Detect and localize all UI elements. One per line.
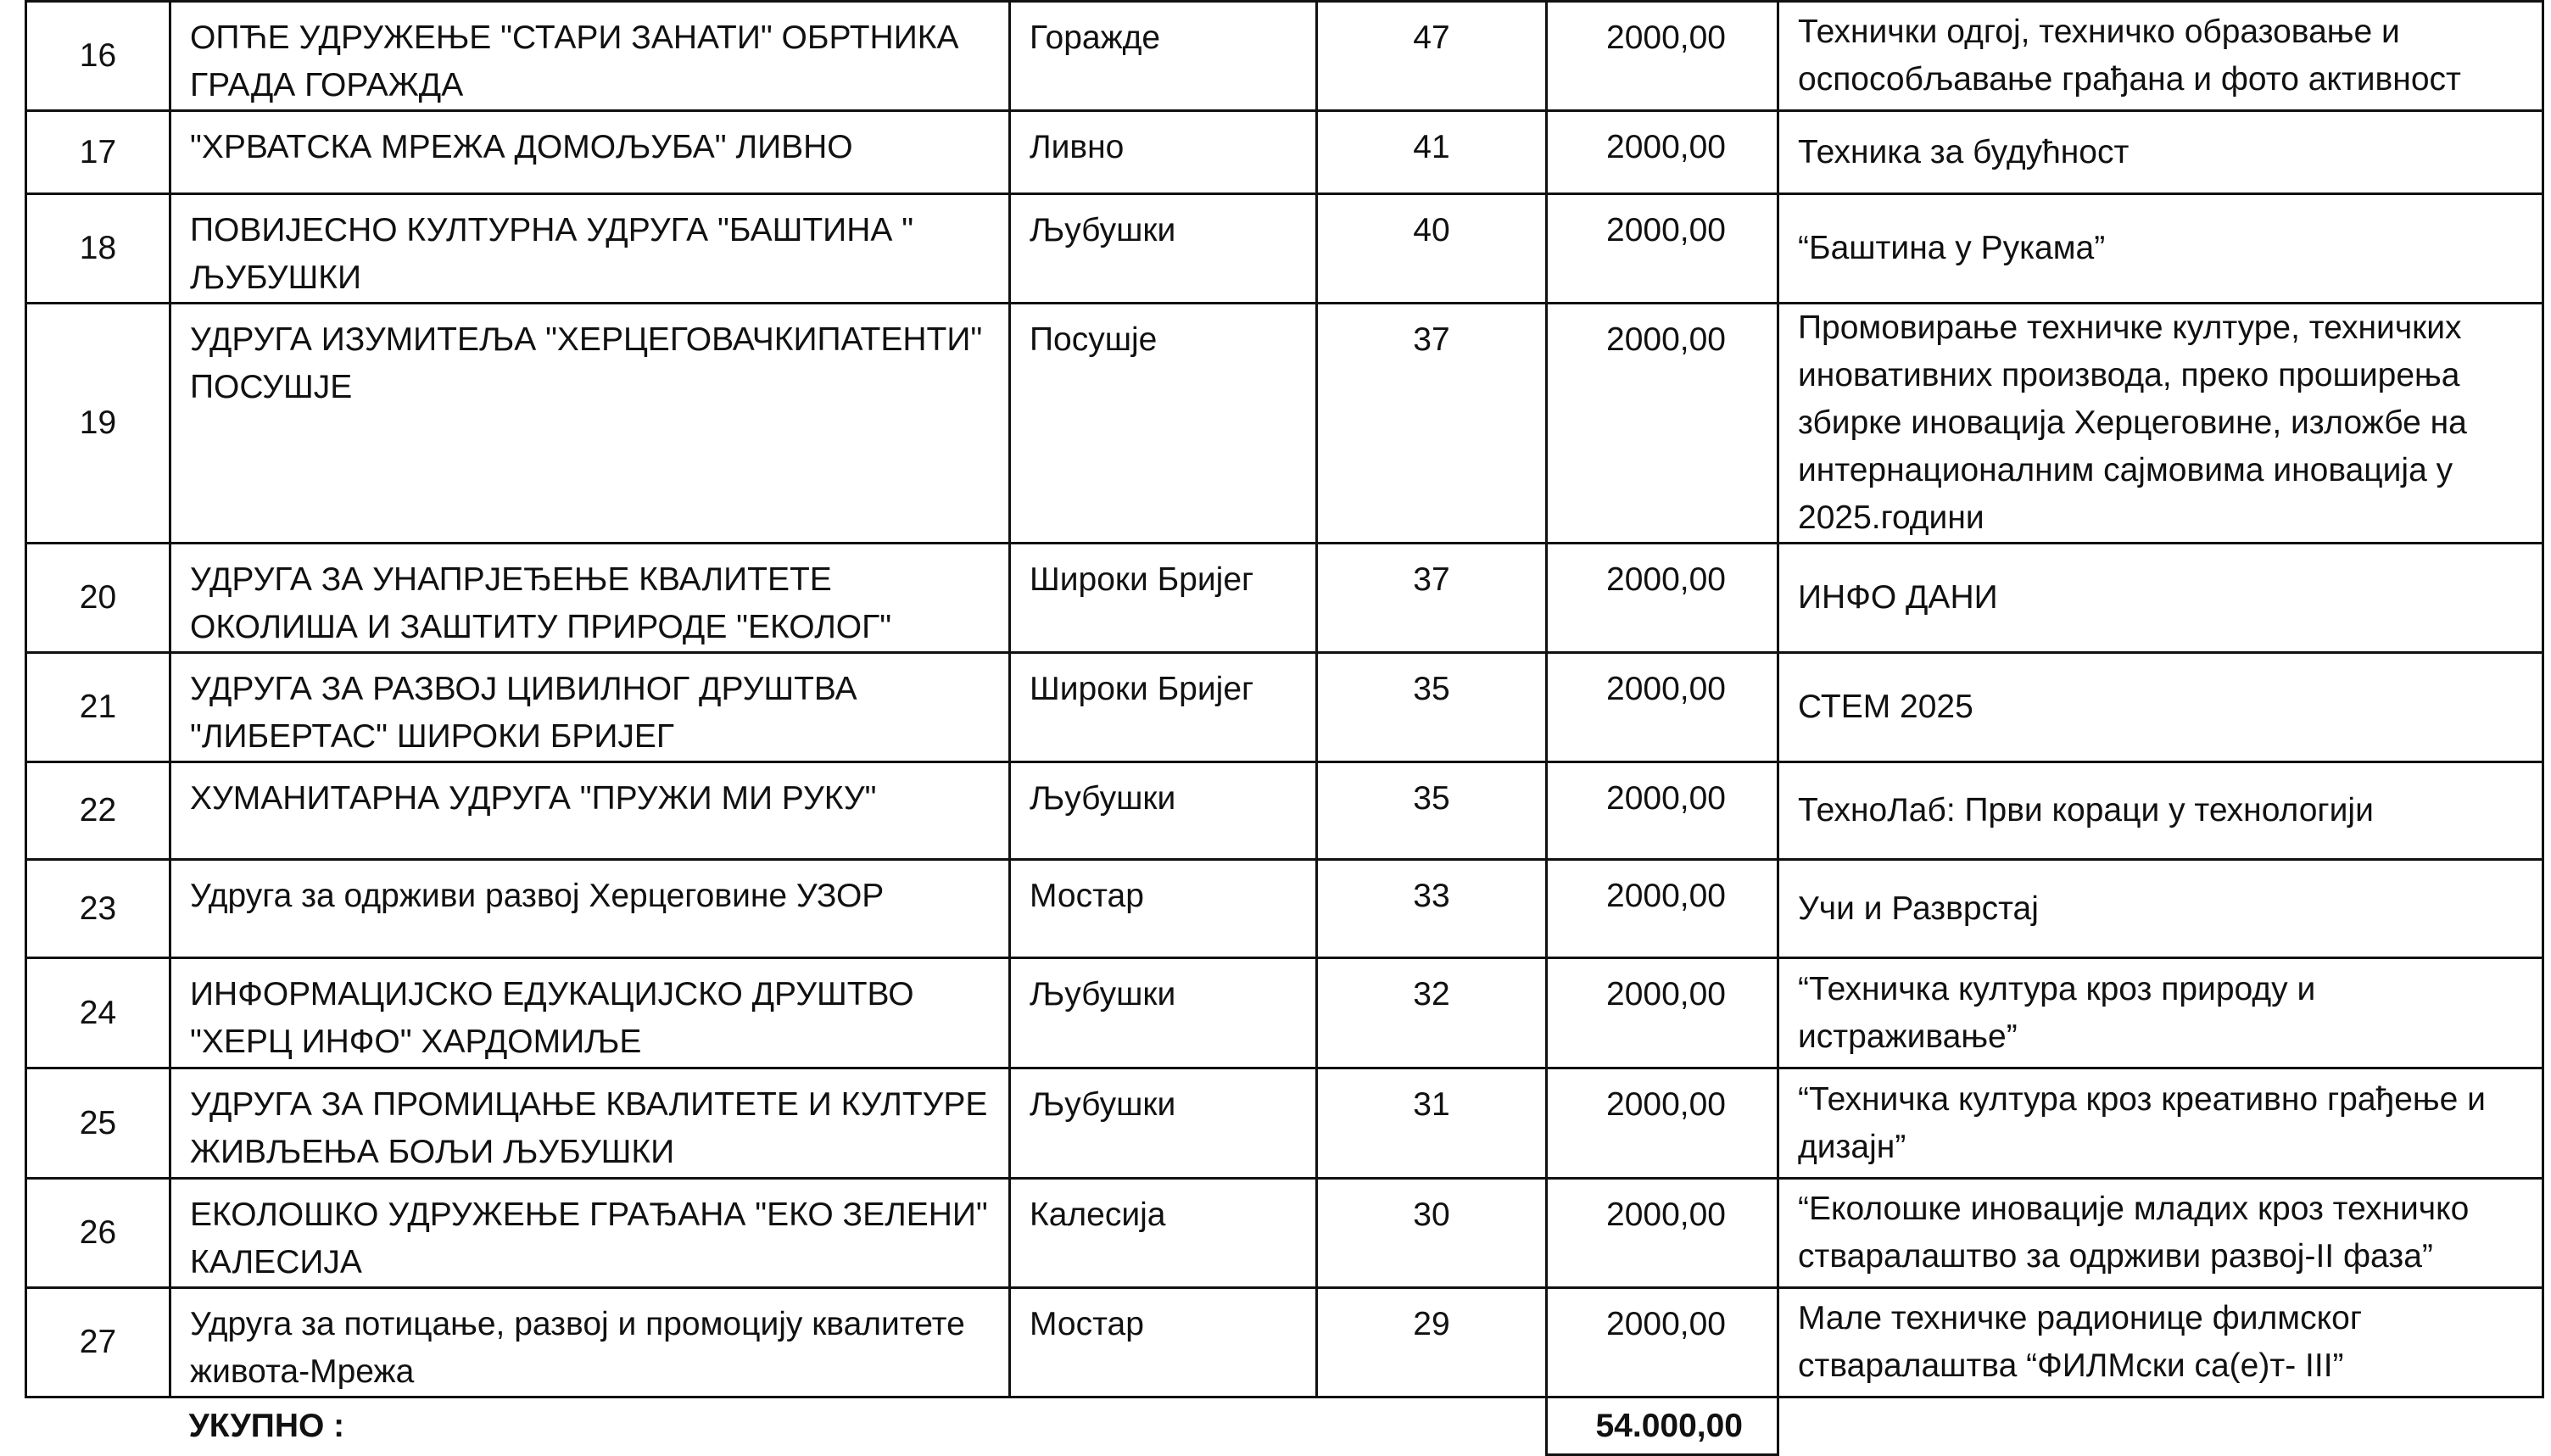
organization-name: ИНФОРМАЦИЈСКО ЕДУКАЦИЈСКО ДРУШТВО "ХЕРЦ ИНФО" ХАРДОМИЉЕ bbox=[170, 958, 1010, 1068]
project-title: Техника за будућност bbox=[1778, 111, 2543, 194]
project-title: Промовирање техничке културе, техничких иновативних производа, преко проширења збирке иновација Херцеговине, изложбе на интернационалним сајмовима иновација у 2025.години bbox=[1778, 304, 2543, 544]
row-number: 19 bbox=[26, 304, 170, 544]
project-title: ИНФО ДАНИ bbox=[1778, 544, 2543, 653]
table-row bbox=[26, 194, 2543, 304]
city: Мостар bbox=[1010, 860, 1317, 958]
table-row bbox=[26, 544, 2543, 653]
city: Љубушки bbox=[1010, 1068, 1317, 1179]
city: Калесија bbox=[1010, 1179, 1317, 1288]
row-number: 24 bbox=[26, 958, 170, 1068]
city: Горажде bbox=[1010, 2, 1317, 111]
project-title: Мале техничке радионице филмског стваралаштва “ФИЛМски са(е)т- III” bbox=[1778, 1288, 2543, 1397]
organization-name: ХУМАНИТАРНА УДРУГА "ПРУЖИ МИ РУКУ" bbox=[170, 762, 1010, 860]
row-number: 26 bbox=[26, 1179, 170, 1288]
points: 32 bbox=[1317, 958, 1547, 1068]
city: Посушје bbox=[1010, 304, 1317, 544]
city: Љубушки bbox=[1010, 194, 1317, 304]
table-row bbox=[26, 762, 2543, 860]
points: 37 bbox=[1317, 304, 1547, 544]
row-number: 21 bbox=[26, 653, 170, 762]
amount: 2000,00 bbox=[1547, 762, 1778, 860]
points: 40 bbox=[1317, 194, 1547, 304]
organization-name: ПОВИЈЕСНО КУЛТУРНА УДРУГА "БАШТИНА " ЉУБУШКИ bbox=[170, 194, 1010, 304]
points: 30 bbox=[1317, 1179, 1547, 1288]
amount: 2000,00 bbox=[1547, 2, 1778, 111]
project-title: Учи и Разврстај bbox=[1778, 860, 2543, 958]
amount: 2000,00 bbox=[1547, 194, 1778, 304]
grants-table bbox=[25, 0, 2544, 1456]
project-title: Технички одгој, техничко образовање и оспособљавање грађана и фото активност bbox=[1778, 2, 2543, 111]
points: 35 bbox=[1317, 762, 1547, 860]
total-spacer bbox=[26, 1397, 170, 1455]
organization-name: Удруга за одрживи развој Херцеговине УЗОР bbox=[170, 860, 1010, 958]
total-amount: 54.000,00 bbox=[1547, 1397, 1778, 1455]
amount: 2000,00 bbox=[1547, 958, 1778, 1068]
organization-name: УДРУГА ЗА РАЗВОЈ ЦИВИЛНОГ ДРУШТВА "ЛИБЕРТАС" ШИРОКИ БРИЈЕГ bbox=[170, 653, 1010, 762]
organization-name: ЕКОЛОШКО УДРУЖЕЊЕ ГРАЂАНА "ЕКО ЗЕЛЕНИ" КАЛЕСИЈА bbox=[170, 1179, 1010, 1288]
city: Љубушки bbox=[1010, 958, 1317, 1068]
city: Мостар bbox=[1010, 1288, 1317, 1397]
amount: 2000,00 bbox=[1547, 860, 1778, 958]
table-row bbox=[26, 111, 2543, 194]
table-row bbox=[26, 860, 2543, 958]
table-row bbox=[26, 958, 2543, 1068]
project-title: “Техничка култура кроз природу и истраживање” bbox=[1778, 958, 2543, 1068]
table-row bbox=[26, 1288, 2543, 1397]
amount: 2000,00 bbox=[1547, 1179, 1778, 1288]
points: 33 bbox=[1317, 860, 1547, 958]
document-page bbox=[25, 0, 2542, 1456]
total-label: УКУПНО : bbox=[188, 1408, 345, 1445]
points: 35 bbox=[1317, 653, 1547, 762]
row-number: 25 bbox=[26, 1068, 170, 1179]
organization-name: ОПЋЕ УДРУЖЕЊЕ "СТАРИ ЗАНАТИ" ОБРТНИКА ГРАДА ГОРАЖДА bbox=[170, 2, 1010, 111]
row-number: 17 bbox=[26, 111, 170, 194]
table-row bbox=[26, 2, 2543, 111]
amount: 2000,00 bbox=[1547, 544, 1778, 653]
amount: 2000,00 bbox=[1547, 1288, 1778, 1397]
row-number: 27 bbox=[26, 1288, 170, 1397]
amount: 2000,00 bbox=[1547, 304, 1778, 544]
table-row bbox=[26, 304, 2543, 544]
row-number: 20 bbox=[26, 544, 170, 653]
row-number: 16 bbox=[26, 2, 170, 111]
project-title: ТехноЛаб: Први кораци у технологији bbox=[1778, 762, 2543, 860]
organization-name: УДРУГА ИЗУМИТЕЉА "ХЕРЦЕГОВАЧКИПАТЕНТИ" ПОСУШЈЕ bbox=[170, 304, 1010, 544]
project-title: “Техничка култура кроз креативно грађење и дизајн” bbox=[1778, 1068, 2543, 1179]
organization-name: УДРУГА ЗА УНАПРЈЕЂЕЊЕ КВАЛИТЕТЕ ОКОЛИША И ЗАШТИТУ ПРИРОДЕ "ЕКОЛОГ" bbox=[170, 544, 1010, 653]
table-row bbox=[26, 653, 2543, 762]
points: 41 bbox=[1317, 111, 1547, 194]
total-spacer bbox=[1010, 1397, 1317, 1455]
project-title: “Еколошке иновације младих кроз техничко стваралаштво за одрживи развој-II фаза” bbox=[1778, 1179, 2543, 1288]
organization-name: УДРУГА ЗА ПРОМИЦАЊЕ КВАЛИТЕТЕ И КУЛТУРЕ ЖИВЉЕЊА БОЉИ ЉУБУШКИ bbox=[170, 1068, 1010, 1179]
row-number: 18 bbox=[26, 194, 170, 304]
project-title: “Баштина у Рукама” bbox=[1778, 194, 2543, 304]
city: Љубушки bbox=[1010, 762, 1317, 860]
project-title: СТЕМ 2025 bbox=[1778, 653, 2543, 762]
amount: 2000,00 bbox=[1547, 1068, 1778, 1179]
city: Широки Бријег bbox=[1010, 544, 1317, 653]
row-number: 23 bbox=[26, 860, 170, 958]
city: Широки Бријег bbox=[1010, 653, 1317, 762]
points: 47 bbox=[1317, 2, 1547, 111]
points: 37 bbox=[1317, 544, 1547, 653]
organization-name: "ХРВАТСКА МРЕЖА ДОМОЉУБА" ЛИВНО bbox=[170, 111, 1010, 194]
total-spacer bbox=[1778, 1397, 2543, 1455]
amount: 2000,00 bbox=[1547, 111, 1778, 194]
table-row bbox=[26, 1179, 2543, 1288]
points: 31 bbox=[1317, 1068, 1547, 1179]
row-number: 22 bbox=[26, 762, 170, 860]
total-row bbox=[26, 1397, 2543, 1455]
total-spacer bbox=[1317, 1397, 1547, 1455]
organization-name: Удруга за потицање, развој и промоцију квалитете живота-Мрежа bbox=[170, 1288, 1010, 1397]
points: 29 bbox=[1317, 1288, 1547, 1397]
table-row bbox=[26, 1068, 2543, 1179]
amount: 2000,00 bbox=[1547, 653, 1778, 762]
city: Ливно bbox=[1010, 111, 1317, 194]
